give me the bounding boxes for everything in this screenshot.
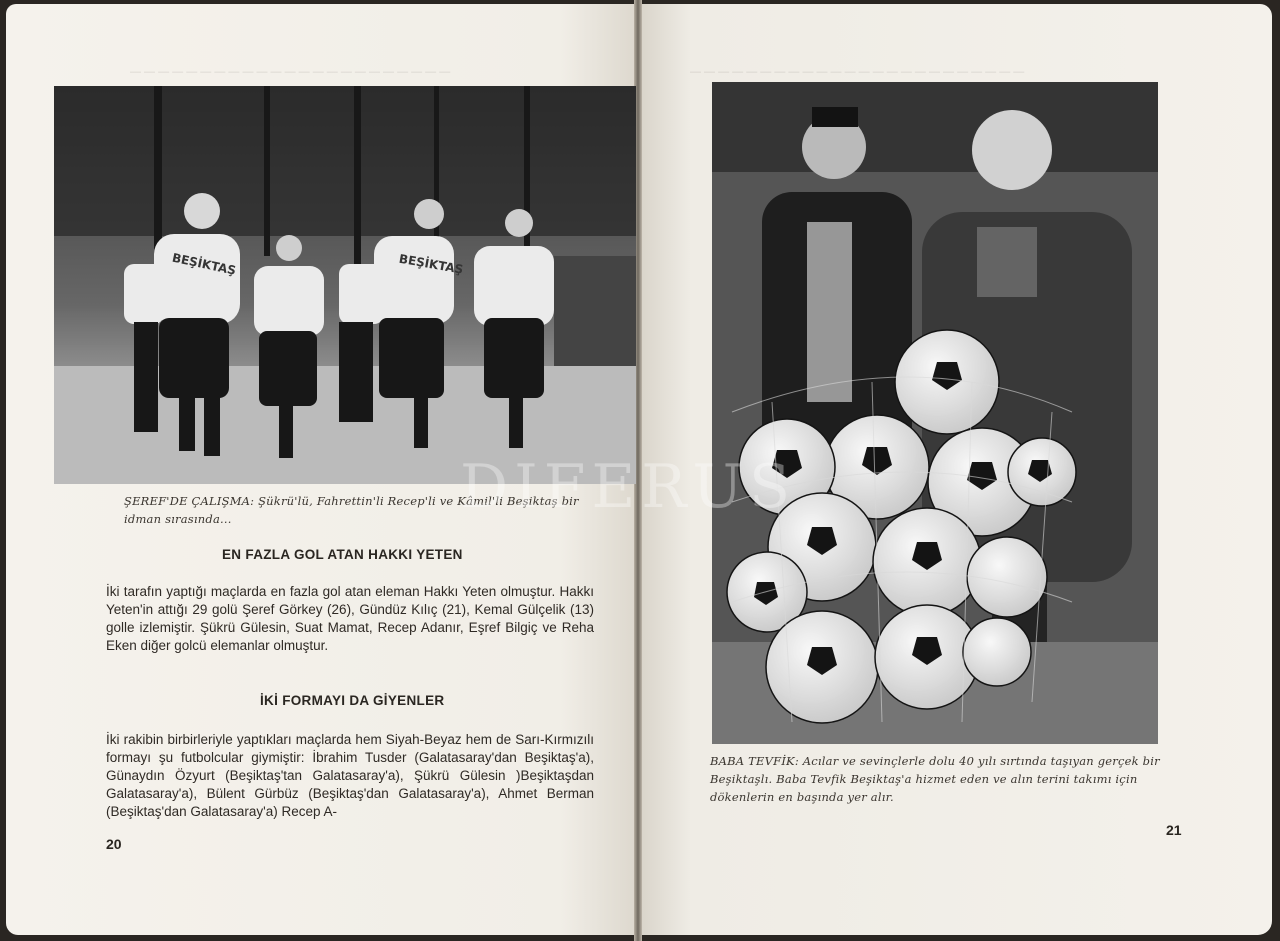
baba-tevfik-photo-caption: BABA TEVFİK: Acılar ve sevinçlerle dolu 40 yılı sırtında taşıyan gerçek bir Beşiktaşlı. Baba Tevfik Beşiktaş'a hizmet eden ve alın terini takımı için dökenlerin en başında yer alır. [710, 754, 1160, 804]
section-heading-top-scorer: EN FAZLA GOL ATAN HAKKI YETEN [222, 547, 463, 562]
section-body-top-scorer: İki tarafın yaptığı maçlarda en fazla gol atan eleman Hakkı Yeten olmuştur. Hakkı Yeten'in attığı 29 golü Şeref Görkey (26), Gündüz Kılıç (21), Kemal Gülçelik (13) golle izlemiştir. Şükrü Gülesin, Suat Mamat, Recep Adanır, Eşref Bilgiç ve Reha Eken diğer golcü elemanlar olmuştur. [106, 584, 594, 653]
section-body-both-shirts: İki rakibin birbirleriyle yaptıkları maçlarda hem Siyah-Beyaz hem de Sarı-Kırmızılı formayı şu futbolcular giymiştir: İbrahim Tusder (Galatasaray'dan Beşiktaş'a), Günaydın Özyurt (Beşiktaş'tan Galatasaray'a), Şükrü Gülesin )Beşiktaşdan Galatasaray'a), Bülent Gürbüz (Beşiktaş'dan Galatasaray'a), Ahmet Berman (Beşiktaş'dan Galatasaray'a) Recep A- [106, 732, 594, 819]
baba-tevfik-photo [712, 82, 1158, 744]
page-number-left: 20 [106, 836, 122, 852]
shirt-lettering: BEŞİKTAŞ [397, 251, 465, 277]
bleed-through-text: — — — — — — — — — — — — — — — — — — — — — — — [130, 66, 451, 78]
training-photo-caption: ŞEREF'DE ÇALIŞMA: Şükrü'lü, Fahrettin'li Recep'li ve Kâmil'li Beşiktaş bir idman sırasında... [124, 494, 579, 526]
section-heading-both-shirts: İKİ FORMAYI DA GİYENLER [260, 693, 445, 708]
bleed-through-text: — — — — — — — — — — — — — — — — — — — — — — — — [690, 66, 1025, 78]
training-photo-illustration [54, 86, 636, 484]
watermark: DIFERUS [460, 452, 797, 522]
training-photo [54, 86, 636, 484]
shirt-lettering: BEŞİKTAŞ [170, 250, 238, 278]
baba-tevfik-photo-illustration [712, 82, 1158, 744]
page-number-right: 21 [1166, 822, 1182, 838]
